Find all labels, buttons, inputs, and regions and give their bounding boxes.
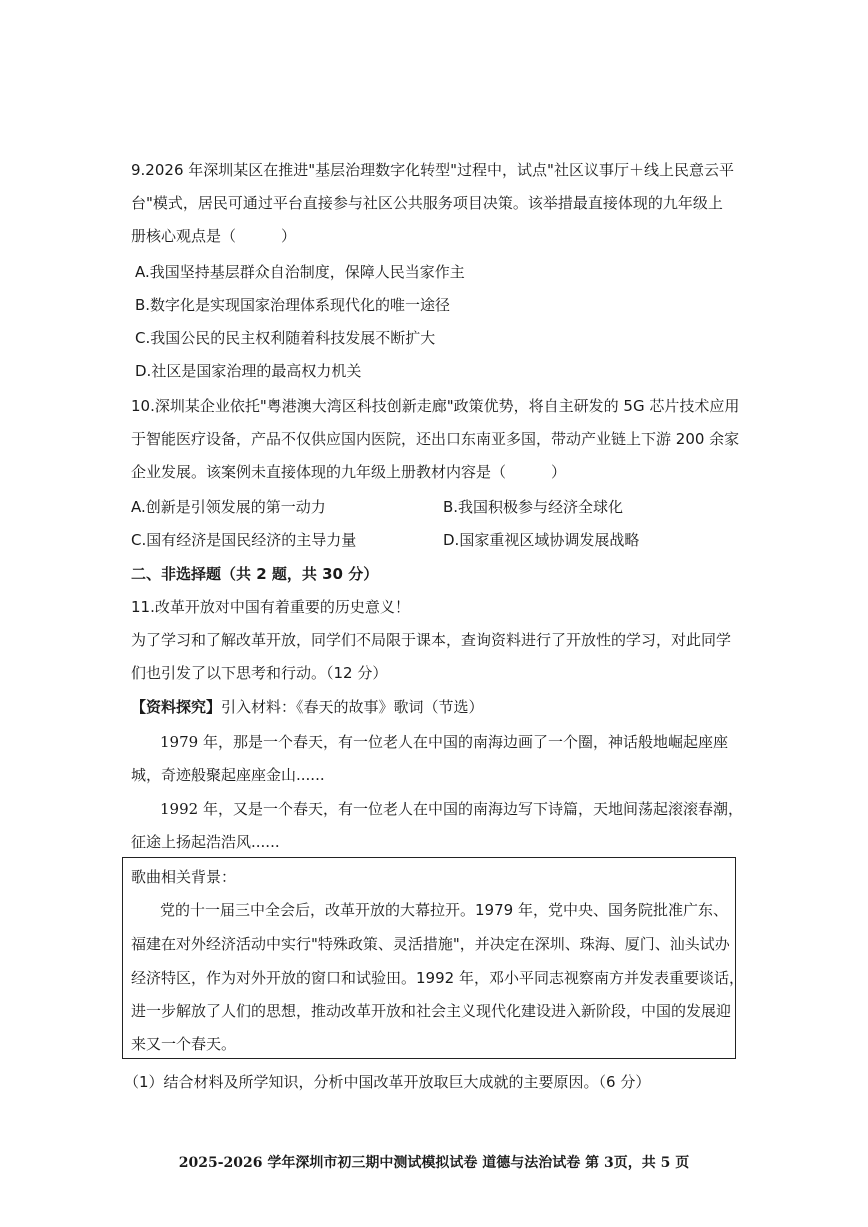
q10-option-a: A.创新是引领发展的第一动力: [131, 498, 326, 516]
lyric1-line1: 1979 年，那是一个春天，有一位老人在中国的南海边画了一个圈，神话般地崛起座座: [160, 733, 728, 751]
lyric2-line1: 1992 年，又是一个春天，有一位老人在中国的南海边写下诗篇，天地间荡起滚滚春潮，: [160, 800, 743, 818]
q10-option-d: D.国家重视区域协调发展战略: [443, 531, 640, 549]
q10-stem-line1: 10.深圳某企业依托"粤港澳大湾区科技创新走廊"政策优势，将自主研发的 5G 芯片技术应用: [131, 397, 740, 415]
material-label: 【资料探究】: [131, 698, 222, 716]
q9-stem-line3: 册核心观点是（ ）: [131, 227, 297, 245]
box-line5: 来又一个春天。: [131, 1035, 237, 1053]
q11-title: 11.改革开放对中国有着重要的历史意义！: [131, 598, 410, 616]
section-heading: 二、非选择题（共 2 题，共 30 分）: [131, 565, 379, 583]
box-line2: 福建在对外经济活动中实行"特殊政策、灵活措施"，并决定在深圳、珠海、厦门、汕头试办: [131, 935, 730, 953]
q11-material-line: [131, 697, 484, 717]
q9-stem-line2: 台"模式，居民可通过平台直接参与社区公共服务项目决策。该举措最直接体现的九年级上: [131, 194, 723, 212]
box-line1: 党的十一届三中全会后，改革开放的大幕拉开。1979 年，党中央、国务院批准广东、: [160, 901, 728, 919]
q9-option-a: A.我国坚持基层群众自治制度，保障人民当家作主: [135, 263, 465, 281]
q11-intro-line1: 为了学习和了解改革开放，同学们不局限于课本，查询资料进行了开放性的学习，对此同学: [131, 631, 732, 649]
q9-option-b: B.数字化是实现国家治理体系现代化的唯一途径: [135, 296, 451, 314]
q10-stem-line3: 企业发展。该案例未直接体现的九年级上册教材内容是（ ）: [131, 463, 567, 481]
material-intro: 引入材料：《春天的故事》歌词（节选）: [221, 698, 484, 716]
page-footer: 2025-2026 学年深圳市初三期中测试模拟试卷 道德与法治试卷 第 3页，共 5 页: [178, 1155, 690, 1171]
lyric2-line2: 征途上扬起浩浩风......: [131, 833, 280, 851]
box-line3: 经济特区，作为对外开放的窗口和试验田。1992 年，邓小平同志视察南方并发表重要谈话，: [131, 969, 744, 987]
q9-option-c: C.我国公民的民主权利随着科技发展不断扩大: [135, 329, 436, 347]
q10-stem-line2: 于智能医疗设备，产品不仅供应国内医院，还出口东南亚多国，带动产业链上下游 200 余家: [131, 430, 740, 448]
q10-option-b: B.我国积极参与经济全球化: [443, 498, 624, 516]
background-box: [122, 857, 736, 1059]
box-line4: 进一步解放了人们的思想，推动改革开放和社会主义现代化建设进入新阶段，中国的发展迎: [131, 1002, 732, 1020]
lyric1-line2: 城，奇迹般聚起座座金山......: [131, 766, 325, 784]
q9-stem-line1: 9.2026 年深圳某区在推进"基层治理数字化转型"过程中，试点"社区议事厅＋线上民意云平: [131, 161, 734, 179]
q11-intro-line2: 们也引发了以下思考和行动。（12 分）: [131, 664, 388, 682]
box-title: 歌曲相关背景：: [131, 868, 237, 886]
q10-option-c: C.国有经济是国民经济的主导力量: [131, 531, 357, 549]
q11-sub1: （1）结合材料及所学知识，分析中国改革开放取巨大成就的主要原因。（6 分）: [124, 1073, 651, 1091]
q9-option-d: D.社区是国家治理的最高权力机关: [135, 362, 362, 380]
